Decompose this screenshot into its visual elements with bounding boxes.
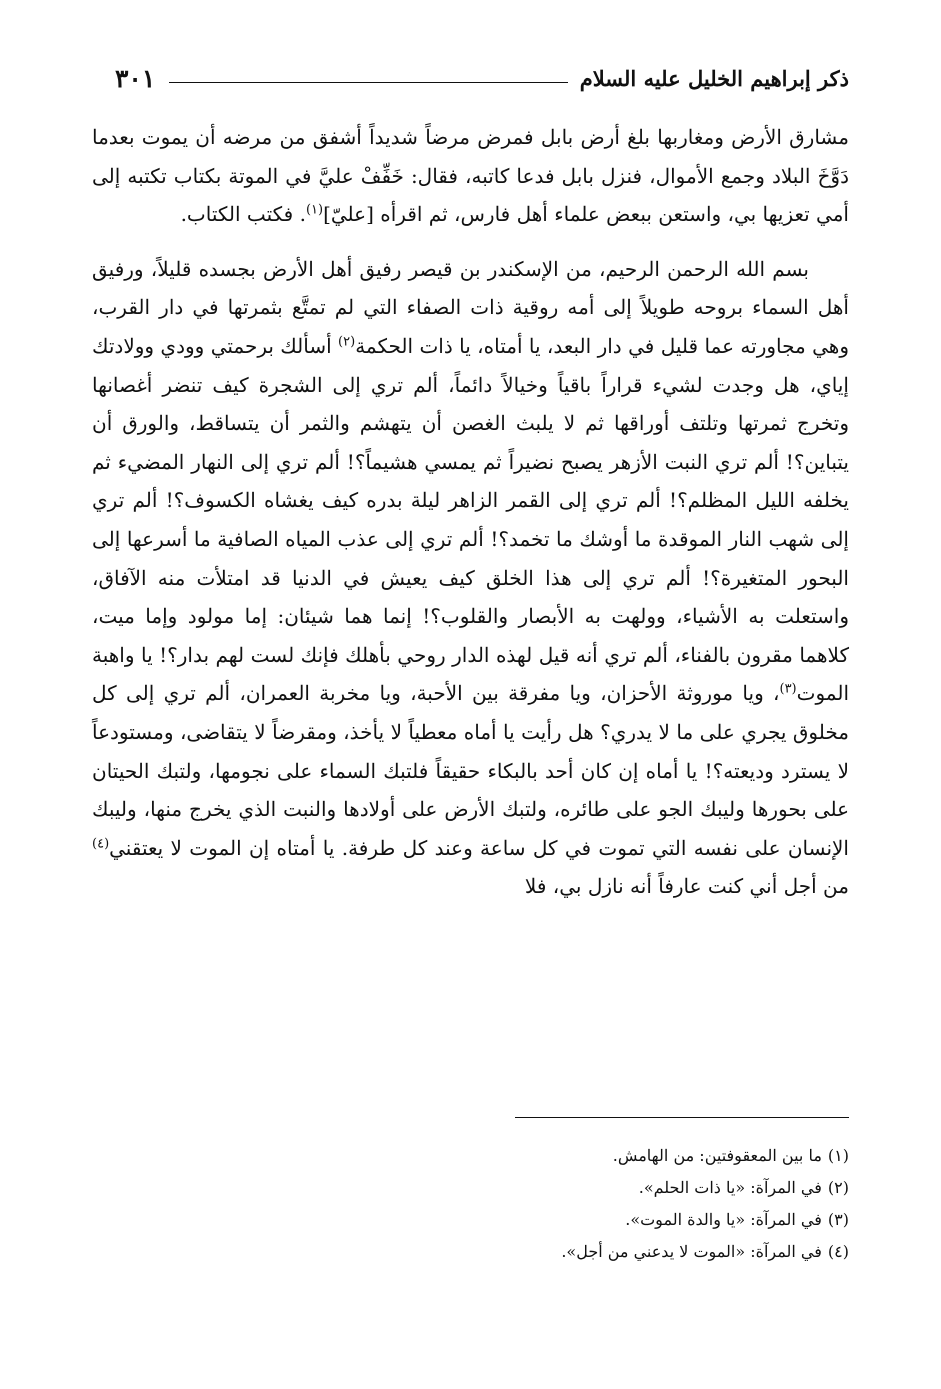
paragraph-2-mid: أسألك برحمتي وودي وولادتك إياي، هل وجدت لشيء قراراً باقياً وخيالاً دائماً، ألم تري إلى الشجرة كيف تنضر أغصانها وتخرج ثمرتها وتلتف أوراقها ثم لا يلبث الغصن أن يتهشم والثمر أن يتساقط، والورق أن يتباين؟! ألم تري النبت الأزهر يصبح نضيراً ثم يمسي هشيماً؟! ألم تري إلى النهار المضيء ثم يخلفه الليل المظلم؟! ألم تري إلى القمر الزاهر ليلة بدره كيف يغشاه الكسوف؟! ألم تري إلى شهب النار الموقدة ما أوشك ما تخمد؟! ألم تري إلى عذب المياه الصافية ما أسرعها إلى البحور المتغيرة؟! ألم تري إلى هذا الخلق كيف يعيش في الدنيا قد امتلأت منه الآفاق، واستعلت به الأشياء، وولهت به الأبصار والقلوب؟! إنما هما شيئان: إما مولود وإما ميت، كلاهما مقرون بالفناء، ألم تري أنه قيل لهذه الدار روحي بأهلك فإنك لست لهم بدار؟! يا واهبة الموت: [92, 333, 849, 706]
main-text: [92, 118, 849, 906]
footnote-item: [92, 1204, 849, 1236]
footnote-text: ما بين المعقوفتين: من الهامش.: [612, 1146, 822, 1165]
paragraph-2-tail: من أجل أني كنت عارفاً أنه نازل بي، فلا: [524, 874, 849, 899]
header-rule: [169, 82, 567, 83]
footnote-ref-1: (١): [305, 202, 324, 218]
footnote-ref-3: (٣): [779, 681, 797, 697]
footnote-ref-4: (٤): [92, 836, 110, 852]
footnote-item: [92, 1140, 849, 1172]
running-header: [115, 58, 849, 98]
footnote-text: في المرآة: «يا والدة الموت».: [625, 1210, 822, 1229]
chapter-title: ذكر إبراهيم الخليل عليه السلام: [579, 65, 849, 91]
footnote-number: (١): [827, 1146, 849, 1165]
footnote-item: [92, 1236, 849, 1268]
paragraph-1-text: مشارق الأرض ومغاربها بلغ أرض بابل فمرض مرضاً شديداً أشفق من مرضه أن يموت بعدما دَوَّخَ البلاد وجمع الأموال، فنزل بابل فدعا كاتبه، فقال: خَفِّفْ عليَّ في الموتة بكتاب تكتبه إلى أمي تعزيها بي، واستعن ببعض علماء أهل فارس، ثم اقرأه [عليّ]: [92, 125, 849, 227]
paragraph-2-text: بسم الله الرحمن الرحيم، من الإسكندر بن قيصر رفيق أهل الأرض بجسده قليلاً، ورفيق أهل السماء بروحه طويلاً إلى أمه روقية ذات الصفاء التي لم تمتَّع بثمرتها في دار القرب، وهي مجاورته عما قليل في دار البعد، يا أمتاه، يا ذات الحكمة: [92, 256, 849, 358]
paragraph-1: [92, 118, 849, 234]
footnote-number: (٤): [827, 1242, 849, 1261]
footnote-ref-2: (٢): [338, 334, 356, 350]
footnote-rule: [515, 1117, 849, 1118]
paragraph-2: [92, 250, 849, 906]
footnote-number: (٣): [827, 1210, 849, 1229]
footnote-text: في المرآة: «يا ذات الحلم».: [638, 1178, 822, 1197]
footnotes: [92, 1140, 849, 1268]
footnote-text: في المرآة: «الموت لا يدعني من أجل».: [561, 1242, 822, 1261]
page-number: ٣٠١: [115, 63, 156, 93]
footnote-number: (٢): [827, 1178, 849, 1197]
paragraph-2-mid2: ، ويا موروثة الأحزان، ويا مفرقة بين الأحبة، ويا مخربة العمران، ألم تري إلى كل مخلوق يجري على ما لا يدري؟ هل رأيت يا أماه معطياً لا يأخذ، ومقرضاً لا يتقاضى، ومستودعاً لا يسترد وديعته؟! يا أماه إن كان أحد بالبكاء حقيقاً فلتبك السماء على نجومها، ولتبك الحيتان على بحورها وليبك الجو على طائره، ولتبك الأرض على أولادها والنبت الذي يخرج منها، وليبك الإنسان على نفسه التي تموت في كل ساعة وعند كل طرفة. يا أمتاه إن الموت لا يعتقني: [92, 681, 849, 860]
paragraph-1-tail: . فكتب الكتاب.: [180, 202, 306, 227]
footnote-item: [92, 1172, 849, 1204]
